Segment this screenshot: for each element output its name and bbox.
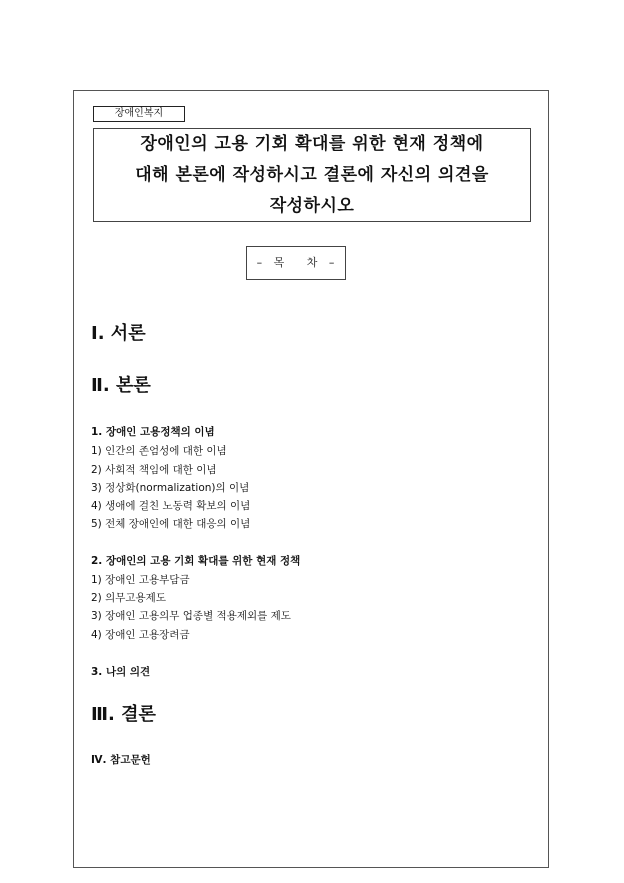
section-references: Ⅳ. 참고문헌 (91, 754, 151, 766)
subsection-heading: 2. 장애인의 고용 기회 확대를 위한 현재 정책 (91, 555, 301, 567)
subsection-heading: 3. 나의 의견 (91, 666, 151, 678)
list-item: 1) 인간의 존엄성에 대한 이념 (91, 445, 227, 457)
title-line-2: 대해 본론에 작성하시고 결론에 자신의 의견을 (135, 165, 489, 185)
list-item: 3) 장애인 고용의무 업종별 적용제외를 제도 (91, 610, 291, 622)
subsection-heading: 1. 장애인 고용정책의 이념 (91, 426, 215, 438)
list-item: 5) 전체 장애인에 대한 대응의 이념 (91, 518, 251, 530)
list-item: 4) 생애에 걸친 노동력 확보의 이념 (91, 500, 251, 512)
toc-label-2: 차 (306, 256, 319, 269)
list-item: 2) 의무고용제도 (91, 592, 166, 604)
toc-label-1: 목 (273, 256, 286, 269)
title-line-1: 장애인의 고용 기회 확대를 위한 현재 정책에 (140, 134, 484, 154)
list-item: 2) 사회적 책임에 대한 이념 (91, 464, 217, 476)
toc-dash-left: – (256, 256, 264, 269)
title-line-3: 작성하시오 (269, 196, 355, 216)
table-of-contents-label (246, 246, 346, 280)
title-box (93, 128, 531, 222)
section-intro: Ⅰ. 서론 (91, 323, 146, 344)
section-conclusion: Ⅲ. 결론 (91, 704, 156, 725)
category-label: 장애인복지 (93, 106, 185, 122)
toc-dash-right: – (328, 256, 336, 269)
list-item: 4) 장애인 고용장려금 (91, 629, 190, 641)
list-item: 1) 장애인 고용부담금 (91, 574, 190, 586)
section-body: Ⅱ. 본론 (91, 375, 151, 396)
list-item: 3) 정상화(normalization)의 이념 (91, 482, 250, 494)
